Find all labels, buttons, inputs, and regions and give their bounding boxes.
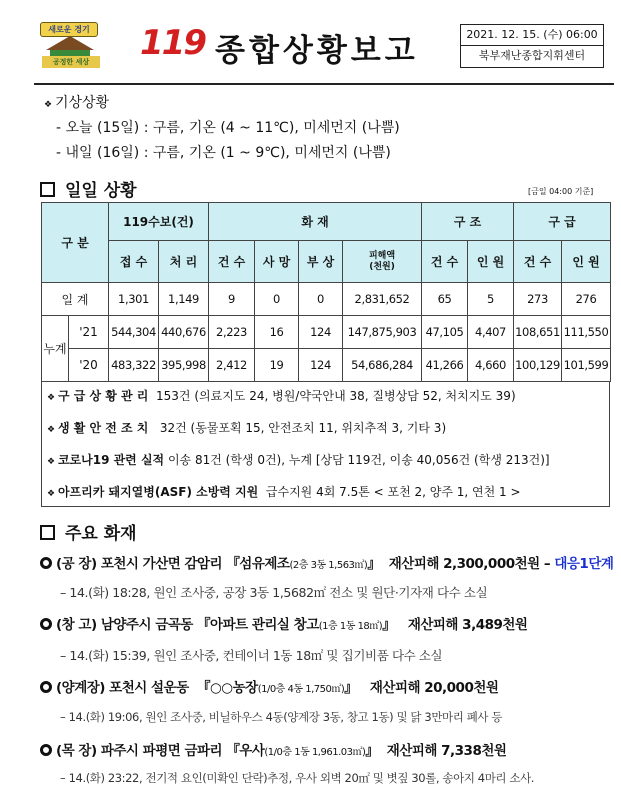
table-cell: 276 bbox=[562, 283, 611, 316]
table-row-2021 bbox=[42, 316, 611, 349]
incident-damage: 재산피해 2,300,000천원 – bbox=[388, 556, 551, 572]
report-info-box bbox=[460, 24, 604, 68]
note-label: 생 활 안 전 조 치 bbox=[57, 421, 149, 435]
col-ems-header: 구 급 bbox=[514, 203, 611, 241]
sub-ems-count: 건 수 bbox=[514, 241, 562, 283]
incident-facility: 『○○농장 bbox=[197, 680, 258, 696]
incident-response-level: 대응1단계 bbox=[554, 556, 614, 572]
table-cell: 273 bbox=[514, 283, 562, 316]
table-cell: 108,651 bbox=[514, 316, 562, 349]
row-daily-label: 일 계 bbox=[42, 283, 109, 316]
diamond-bullet-icon: ❖ bbox=[44, 100, 55, 110]
col-rescue-header: 구 조 bbox=[422, 203, 514, 241]
sub-damage-unit: (천원) bbox=[369, 261, 395, 272]
sub-deaths: 사 망 bbox=[255, 241, 299, 283]
incident-type: (공 장) bbox=[56, 556, 97, 572]
note-label: 아프리카 돼지열병(ASF) 소방력 지원 bbox=[57, 485, 259, 499]
daily-section-heading bbox=[40, 176, 137, 201]
incident-place: 포천시 설운동 bbox=[109, 680, 189, 696]
col-119-header: 119수보(건) bbox=[109, 203, 209, 241]
report-organization: 북부재난종합지휘센터 bbox=[478, 49, 586, 62]
col-category-header: 구 분 bbox=[42, 203, 109, 283]
incident-close: 』 bbox=[367, 556, 381, 572]
daily-section-label: 일일 상황 bbox=[65, 181, 137, 201]
gyeonggi-logo bbox=[40, 22, 102, 68]
report-datetime: 2021. 12. 15. (수) 06:00 bbox=[461, 25, 603, 46]
logo-roof-shape bbox=[46, 36, 94, 50]
table-cell: 65 bbox=[422, 283, 468, 316]
table-cell: 9 bbox=[209, 283, 255, 316]
incident-type: (창 고) bbox=[56, 617, 97, 633]
table-cell: 100,129 bbox=[514, 349, 562, 382]
major-fires-heading bbox=[40, 519, 137, 544]
circle-bullet-icon bbox=[40, 681, 52, 693]
major-fires-label: 주요 화재 bbox=[65, 524, 137, 544]
incident-detail: (1/0층 4동 1,750㎡) bbox=[257, 684, 345, 695]
note-text: 이송 81건 (학생 0건), 누계 [상담 119건, 이송 40,056건 (학생 213건)] bbox=[167, 453, 550, 467]
table-cell: 47,105 bbox=[422, 316, 468, 349]
sub-ems-people: 인 원 bbox=[562, 241, 611, 283]
diamond-bullet-icon: ❖ bbox=[47, 393, 58, 403]
circle-bullet-icon bbox=[40, 557, 52, 569]
incident-4-detail: – 14.(화) 23:22, 전기적 요인(미확인 단락)추정, 우사 외벽 20㎡ 및 볏짚 30롤, 송아지 4마리 소사. bbox=[60, 771, 535, 785]
table-cell: 4,407 bbox=[468, 316, 514, 349]
incident-3-detail: – 14.(화) 19:06, 원인 조사중, 비닐하우스 4동(양계장 3동, 창고 1동) 및 닭 3만마리 폐사 등 bbox=[60, 710, 503, 724]
incident-facility: 『아파트 관리실 창고 bbox=[197, 617, 319, 633]
checkbox-square-icon bbox=[40, 182, 55, 197]
incident-place: 포천시 가산면 감암리 bbox=[100, 556, 223, 572]
circle-bullet-icon bbox=[40, 618, 52, 630]
col-fire-header: 화 재 bbox=[209, 203, 422, 241]
sub-fire-count: 건 수 bbox=[209, 241, 255, 283]
incident-2-detail: – 14.(화) 15:39, 원인 조사중, 컨테이너 1동 18㎡ 및 집기비품 다수 소실 bbox=[60, 648, 443, 663]
table-cell: 1,301 bbox=[109, 283, 159, 316]
incident-close: 』 bbox=[382, 617, 396, 633]
incident-type: (목 장) bbox=[56, 743, 97, 759]
incident-place: 남양주시 금곡동 bbox=[100, 617, 193, 633]
incident-detail: (1/0층 1동 1,961.03㎡) bbox=[264, 747, 366, 758]
incident-1-detail: – 14.(화) 18:28, 원인 조사중, 공장 3동 1,5682㎡ 전소 및 원단·기자재 다수 소실 bbox=[60, 585, 488, 600]
table-cell: 483,322 bbox=[109, 349, 159, 382]
note-asf-support bbox=[47, 483, 521, 500]
table-cell: 5 bbox=[468, 283, 514, 316]
sub-damage-label: 피해액 bbox=[368, 250, 396, 261]
brand-119-logo: 119 bbox=[140, 23, 205, 63]
incident-damage: 재산피해 7,338천원 bbox=[386, 743, 507, 759]
note-ems-management bbox=[47, 387, 516, 404]
daily-status-table bbox=[41, 202, 611, 382]
table-cell: 16 bbox=[255, 316, 299, 349]
note-covid bbox=[47, 451, 550, 468]
incident-place: 파주시 파평면 금파리 bbox=[100, 743, 223, 759]
incident-detail: (1층 1동 18㎡) bbox=[318, 621, 383, 632]
incident-3-headline bbox=[40, 676, 498, 696]
table-cell: 147,875,903 bbox=[343, 316, 422, 349]
incident-close: 』 bbox=[344, 680, 358, 696]
table-cell: 4,660 bbox=[468, 349, 514, 382]
sub-rescue-people: 인 원 bbox=[468, 241, 514, 283]
diamond-bullet-icon: ❖ bbox=[47, 425, 58, 435]
table-cell: 124 bbox=[299, 349, 343, 382]
note-text: 153건 (의료지도 24, 병원/약국안내 38, 질병상담 52, 처치지도 39) bbox=[156, 389, 516, 403]
incident-1-headline bbox=[40, 552, 613, 572]
table-cell: 19 bbox=[255, 349, 299, 382]
note-label: 코로나19 관련 실적 bbox=[57, 453, 165, 467]
incident-damage: 재산피해 20,000천원 bbox=[369, 680, 499, 696]
incident-close: 』 bbox=[365, 743, 379, 759]
checkbox-square-icon bbox=[40, 525, 55, 540]
header-divider bbox=[34, 83, 614, 85]
table-cell: 111,550 bbox=[562, 316, 611, 349]
table-cell: 2,223 bbox=[209, 316, 255, 349]
incident-damage: 재산피해 3,489천원 bbox=[407, 617, 528, 633]
note-text: 급수지원 4회 7.5톤 < 포천 2, 양주 1, 연천 1 > bbox=[265, 485, 521, 499]
note-label: 구 급 상 황 관 리 bbox=[57, 389, 149, 403]
incident-facility: 『우사 bbox=[226, 743, 265, 759]
table-cell: 1,149 bbox=[159, 283, 209, 316]
row-2020-label: '20 bbox=[69, 349, 109, 382]
row-cumulative-label: 누계 bbox=[42, 316, 69, 382]
table-cell: 544,304 bbox=[109, 316, 159, 349]
sub-handled: 처 리 bbox=[159, 241, 209, 283]
table-row-daily bbox=[42, 283, 611, 316]
weather-today: - 오늘 (15일) : 구름, 기온 (4 ~ 11℃), 미세먼지 (나쁨) bbox=[56, 120, 400, 136]
sub-rescue-count: 건 수 bbox=[422, 241, 468, 283]
table-cell: 54,686,284 bbox=[343, 349, 422, 382]
diamond-bullet-icon: ❖ bbox=[47, 489, 58, 499]
logo-bottom-text: 공정한 세상 bbox=[42, 56, 100, 68]
incident-type: (양계장) bbox=[56, 680, 105, 696]
sub-damage bbox=[343, 241, 422, 283]
sub-receipt: 접 수 bbox=[109, 241, 159, 283]
daily-notes-box bbox=[41, 381, 610, 507]
weather-heading-label: 기상상황 bbox=[54, 95, 110, 111]
weather-heading bbox=[44, 92, 109, 112]
incident-detail: (2층 3동 1,563㎡) bbox=[289, 560, 368, 571]
table-cell: 440,676 bbox=[159, 316, 209, 349]
page-title: 종합상황보고 bbox=[215, 33, 419, 69]
weather-tomorrow: - 내일 (16일) : 구름, 기온 (1 ~ 9℃), 미세먼지 (나쁨) bbox=[56, 145, 391, 161]
data-basis-note: [금일 04:00 기준] bbox=[528, 187, 594, 196]
logo-top-text: 새로운 경기 bbox=[40, 22, 98, 37]
table-cell: 2,831,652 bbox=[343, 283, 422, 316]
table-cell: 2,412 bbox=[209, 349, 255, 382]
table-cell: 124 bbox=[299, 316, 343, 349]
table-row-2020 bbox=[42, 349, 611, 382]
table-cell: 0 bbox=[255, 283, 299, 316]
note-text: 32건 (동물포획 15, 안전조치 11, 위치추적 3, 기타 3) bbox=[159, 421, 447, 435]
note-safety-measures bbox=[47, 419, 446, 436]
table-cell: 101,599 bbox=[562, 349, 611, 382]
sub-injuries: 부 상 bbox=[299, 241, 343, 283]
incident-4-headline bbox=[40, 739, 506, 759]
incident-2-headline bbox=[40, 613, 527, 633]
table-cell: 41,266 bbox=[422, 349, 468, 382]
row-2021-label: '21 bbox=[69, 316, 109, 349]
circle-bullet-icon bbox=[40, 744, 52, 756]
table-cell: 395,998 bbox=[159, 349, 209, 382]
incident-facility: 『섬유제조 bbox=[226, 556, 290, 572]
table-cell: 0 bbox=[299, 283, 343, 316]
diamond-bullet-icon: ❖ bbox=[47, 457, 58, 467]
